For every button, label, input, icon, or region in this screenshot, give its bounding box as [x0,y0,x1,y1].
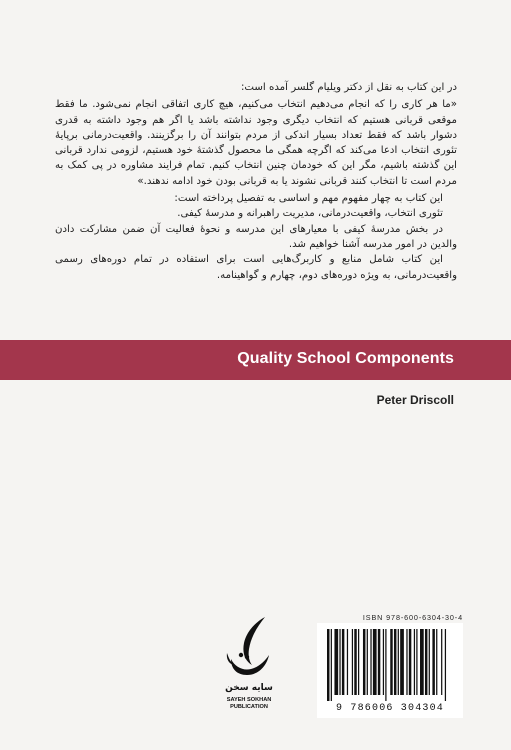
barcode-bar [436,629,437,695]
barcode-bar [370,629,371,695]
description-text [55,80,457,283]
publisher-name-fa: سایه سخن [225,683,273,693]
barcode-bar [342,629,344,695]
barcode-bar [327,629,329,701]
resources-paragraph: این کتاب شامل منابع و کاربرگ‌هایی است برای استفاده در تمام دوره‌های رسمی واقعیت‌درمانی، به ویژه دوره‌های دوم، چهارم و گواهینامه. [55,254,457,281]
barcode-bar [378,629,380,695]
barcode-bar [339,629,340,695]
barcode-bar [358,629,359,695]
barcode-bar [394,629,396,695]
barcode-bar [416,629,417,695]
barcode-bar [354,629,356,695]
quill-logo-icon [221,615,277,681]
barcode-bar [352,629,353,695]
quality-school-paragraph: در بخش مدرسهٔ کیفی با معیارهای این مدرسه و نحوهٔ فعالیت آن ضمن مشارکت دادن والدین در امور مدرسه آشنا خواهیم شد. [55,223,457,250]
publisher-logo [215,615,283,715]
barcode-bar [347,629,348,695]
glasser-quote: «ما هر کاری را که انجام می‌دهیم انتخاب می‌کنیم، هیچ کاری اتفاقی انجام نمی‌شود. ما فقط موقعی قربانی هستیم که انتخاب دیگری وجود نداشته باشد یا اگر هم وجود داشته به قدری دشوار باشد که فقط تعداد بسیار اندکی از مردم بتوانند آن را برگزینند. واقعیت‌درمانی برپایهٔ تئوری انتخاب ادعا می‌کند که اگرچه همگی ما محصول گذشتهٔ خود هستیم، لزومی ندارد قربانی این گذشته باشیم، مگر این که خودمان چنین انتخاب کنیم. تمام فرایند مشاوره در پی کمک به مردم است تا انتخاب کنند قربانی نشوند یا به قربانی بودن خود ادامه ندهند.» [55,99,457,187]
barcode-bar [398,629,399,695]
barcode-bar [414,629,415,695]
barcode-bar [367,629,368,695]
barcode-bar [441,629,442,695]
barcode-bar [425,629,427,695]
barcode-bar [432,629,434,695]
barcode-bar [420,629,424,695]
barcode [317,623,463,718]
barcode-bar [429,629,430,695]
barcode-bar [385,629,386,701]
concepts-list: تئوری انتخاب، واقعیت‌درمانی، مدیریت راهبرانه و مدرسهٔ کیفی. [177,208,443,220]
barcode-bar [383,629,384,695]
author-name: Peter Driscoll [376,393,454,407]
barcode-bar [406,629,407,695]
barcode-bar [363,629,365,695]
barcode-bar [400,629,404,695]
publisher-name-en-line2: PUBLICATION [230,704,268,710]
barcode-bar [409,629,411,695]
barcode-bar [445,629,446,701]
barcode-digits: 9 786006 304304 [335,703,444,714]
barcode-bar [373,629,377,695]
barcode-bar [334,629,338,695]
intro-line: در این کتاب به نقل از دکتر ویلیام گلسر آمده است: [240,82,457,93]
title-band [0,340,511,380]
barcode-bar [390,629,392,695]
barcode-bar [331,629,332,701]
english-title: Quality School Components [237,350,454,367]
barcode-bars [327,629,453,701]
concepts-intro: این کتاب به چهار مفهوم مهم و اساسی به تفصیل پرداخته است: [174,193,443,205]
isbn-label: ISBN 978-600-6304-30-4 [362,613,463,622]
publisher-name-en: SAYEH SOKHAN [226,697,272,703]
